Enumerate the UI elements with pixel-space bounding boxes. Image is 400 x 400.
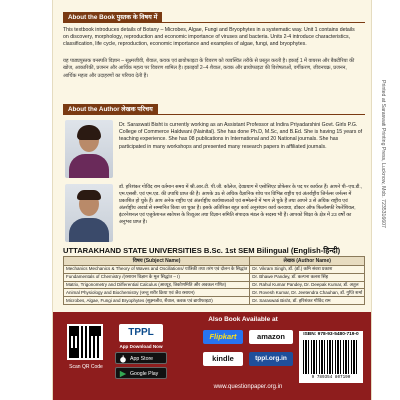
barcode bbox=[303, 340, 359, 374]
play-icon bbox=[119, 370, 127, 378]
app-store-button[interactable] bbox=[115, 352, 167, 364]
barcode-digits: 9 789354 807190 bbox=[311, 375, 351, 380]
table-header-row bbox=[64, 257, 365, 266]
author-cell: Dr. Saraswati Bisht, डॉ. हरिशंकर गोविंद राम bbox=[250, 297, 365, 305]
scan-label: Scan QR Code bbox=[69, 364, 103, 370]
author2-photo bbox=[65, 184, 113, 242]
subject-cell: Mechanics Mechanics & Theory of Waves and Oscillations/ यांत्रिकी तथा तरंग एवं दोलन के सिद्धांत bbox=[64, 266, 250, 274]
about-book-hindi: यह पाठ्यपुस्तक वनस्पति विज्ञान – सूक्ष्मजीवी, शैवाल, कवक एवं ब्रायोफाइटा के विवरण को व्यवस्थित तरीके से प्रस्तुत करती है। इकाई 1 में वायरस और बैक्टीरिया की खोज, आकारिकी, प्रजनन और आर्थिक महत्व पर विवरण शामिल है। इकाइयाँ 2–4 शैवाल, कवक और ब्रायोफाइटा की विशेषताओं, वर्गीकरण, जीवनचक्र, प्रजनन, आर्थिक महत्व और उदाहरणों का परिचय देती हैं। bbox=[63, 58, 355, 79]
qr-code[interactable] bbox=[67, 324, 103, 360]
subject-cell: Microbes, Algae, Fungi and Bryophytes (सूक्ष्मजीव, शैवाल, कवक एवं ब्रायोफाइटा) bbox=[64, 297, 250, 305]
tppl-site-link[interactable]: tppl.org.in bbox=[249, 352, 293, 366]
tppl-logo: TPPL bbox=[119, 324, 163, 342]
app-store-label: App Store bbox=[130, 356, 154, 362]
about-author-divider bbox=[63, 114, 365, 115]
website-link[interactable]: www.questionpaper.org.in bbox=[213, 384, 283, 390]
author-cell: Dr. Vikram Singh, डॉ. (डॉ.) कमि संवरा प्रकाश bbox=[250, 266, 365, 274]
about-book-heading: About the Book पुस्तक के विषय में bbox=[63, 12, 162, 23]
flipkart-link[interactable]: Flipkart bbox=[203, 330, 243, 344]
author1-bio: Dr. Saraswati Bisht is currently working as an Assistant Professor at Indira Priyadarshini Govt. Girls P.G. College of Commerce Haldwani (Nainital). She has done Ph.D, M.Sc, and B.Ed. She is having 15 years of teaching experience. She has 08 publications in International and 20 National journals. She has participated in many workshops and presented many research papers in affiliated journals. bbox=[119, 122, 363, 150]
also-available-label: Also Book Available at bbox=[208, 316, 278, 323]
isbn-label: ISBN: 978-93-5480-719-0 bbox=[303, 332, 359, 337]
table-row bbox=[64, 266, 365, 274]
author-header: लेखक (Author Name) bbox=[250, 257, 365, 266]
about-book-divider bbox=[63, 22, 365, 23]
kindle-link[interactable]: kindle bbox=[203, 352, 243, 366]
table-row bbox=[64, 273, 365, 281]
table-row bbox=[64, 297, 365, 305]
isbn-barcode-box bbox=[299, 331, 363, 383]
about-book-english: This textbook introduces details of Botany – Microbes, Algae, Fungi and Bryophytes in a systematic way. Unit 1 contains details on discovery, morphology, reproduction and economic importance of viruses and bacteria. Units 2-4 introduce characteristics, classification, life cycle, reproduction, economic importance and examples of algae, fungi, and bryophytes. bbox=[63, 27, 355, 48]
printer-note: Printed at Saraswati Printing Press, Lucknow, Mob. 7235316607 bbox=[380, 80, 386, 228]
table-row bbox=[64, 281, 365, 289]
subject-cell: Fundamentals of Chemistry /(रसायन विज्ञान के मूल सिद्धांत – I) bbox=[64, 273, 250, 281]
google-play-button[interactable] bbox=[115, 367, 167, 379]
about-author-heading: About the Author लेखक परिचय bbox=[63, 104, 158, 115]
table-row bbox=[64, 289, 365, 297]
author2-bio: डॉ. हरिशंकर गोविंद राम वर्तमान समय में श्री.आर.टी. पी.जी. कॉलेज, देवप्रयाग में एसोसिएट प्रोफेसर के पद पर कार्यरत हैं। आपने पी–एच.डी., एम.एससी. एवं एम.एड. की उपाधि प्राप्त की है। आपके 35 से अधिक वैज्ञानिक शोध पत्र विभिन्न राष्ट्रीय एवं अंतर्राष्ट्रीय जिर्नल्स जर्नल्स में प्रकाशित हो चुके हैं। आप अनेक राष्ट्रीय एवं अंतर्राष्ट्रीय कार्यशालाओं एवं सम्मेलनों में भाग ले चुके हैं तथा आपने 3 से अधिक राष्ट्रीय एवं अंतर्राष्ट्रीय अवार्ड से सम्मानित किया जा चुका है। इसके अतिरिक्त बहुत कार्य अनुसंधान कार्य करवाया, डॉक्टर ऑफ फिलॉसफी रेफरेंशियल, इंटरनेशनल एवं एजुकेशनल स्कोपस के रिव्यूअर तथा विज्ञान समिति संपादक मंडल के सदस्य भी हैं। आपको शिक्षा के क्षेत्र में 23 वर्षों का अनुभव प्राप्त है। bbox=[119, 185, 363, 225]
author-cell: Dr. Bhawe Pandey, डॉ. कल्पना कलश सिंह bbox=[250, 273, 365, 281]
author1-photo bbox=[65, 120, 113, 178]
author-cell: Dr. Rovesh Kumar, Dr. Jeetendra Chauhan, डॉ. गुप्ति शर्मा bbox=[250, 289, 365, 297]
subject-header: विषय (Subject Name) bbox=[64, 257, 250, 266]
apple-icon bbox=[119, 355, 127, 363]
author-cell: Dr. Rahul Kumar Pandey, Dr. Deepak Kumar, डॉ. अतुल bbox=[250, 281, 365, 289]
back-cover bbox=[52, 0, 372, 400]
syllabus-title: UTTARAKHAND STATE UNIVERSITIES B.Sc. 1st SEM Bilingual (English-हिन्दी) bbox=[63, 246, 341, 255]
tppl-app-label: App Download Now bbox=[119, 344, 163, 349]
google-play-label: Google Play bbox=[130, 371, 159, 377]
subject-cell: Matrix, Trigonometry and Differential Calculus (आव्यूह, त्रिकोणमिति और अवकल गणित) bbox=[64, 281, 250, 289]
syllabus-table bbox=[63, 256, 365, 305]
amazon-link[interactable]: amazon bbox=[249, 330, 293, 344]
subject-cell: Animal Physiology and Biochemistry (जन्तु शरीर क्रिया एवं जैव रसायन) bbox=[64, 289, 250, 297]
